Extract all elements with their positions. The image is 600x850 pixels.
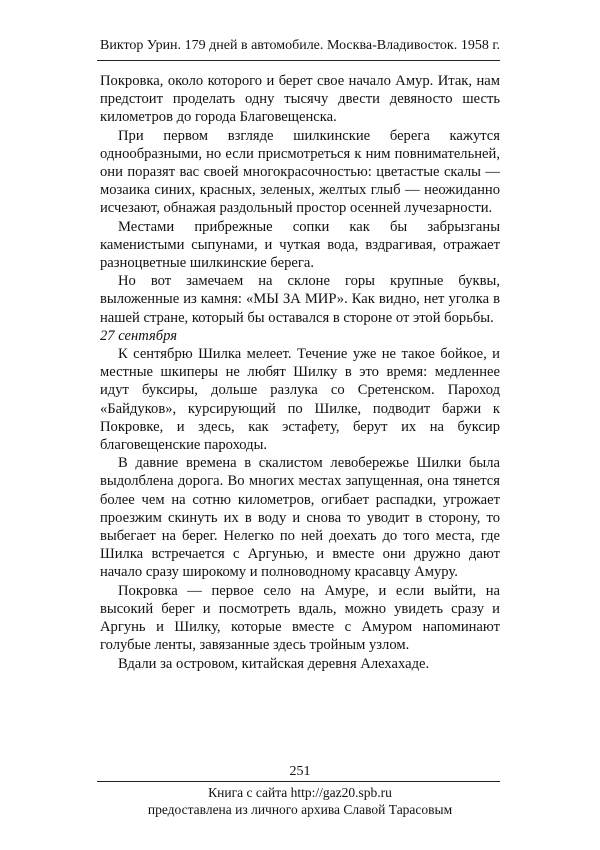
paragraph: Вдали за островом, китайская деревня Алехахаде. bbox=[118, 655, 430, 672]
paragraph: Но вот замечаем на склоне горы крупные буквы, выложенные из камня: «МЫ ЗА МИР». Как видно, нет уголка в нашей стране, который бы оставался в стороне от этой борьбы. bbox=[100, 273, 500, 326]
page-number: 251 bbox=[289, 764, 311, 779]
footer-rule bbox=[97, 781, 500, 782]
paragraph: Местами прибрежные сопки как бы забрызганы каменистыми сыпунами, и чуткая вода, вздрагивая, отражает разноцветные шилкинские берега. bbox=[100, 218, 500, 272]
header-author: Виктор Урин. bbox=[100, 38, 182, 53]
date-heading: 27 сентября bbox=[100, 327, 177, 344]
paragraph: К сентябрю Шилка мелеет. Течение уже не такое бойкое, и местные шкиперы не любят Шилку в это время: медленнее идут буксиры, дольше разлука со Сретенском. Пароход «Байдуков», курсирующий по Шилке, подводит баржи к Покровке, и здесь, как эстафету, берут их на буксир благовещенские пароходы. bbox=[100, 346, 500, 454]
header-route: Москва-Владивосток. bbox=[326, 38, 458, 53]
body-text bbox=[100, 72, 500, 673]
footer-credit-line: предоставлена из личного архива Славой Тарасовым bbox=[147, 802, 453, 817]
footer bbox=[0, 784, 600, 818]
footer-source-line: Книга с сайта http://gaz20.spb.ru bbox=[208, 785, 392, 800]
header-year: 1958 г. bbox=[460, 38, 500, 53]
running-header bbox=[100, 38, 500, 54]
paragraph: Покровка, около которого и берет свое начало Амур. Итак, нам предстоит проделать одну тысячу двести девяносто шесть километров до города Благовещенска. bbox=[100, 73, 500, 126]
paragraph: В давние времена в скалистом левобережье Шилки была выдолблена дорога. Во многих местах запущенная, она тянется более чем на сотню километров, огибает распадки, угрожает проезжим скинуть их в воду и снова то уводит в сторону, то выбегает на берег. Нелегко по ней доехать до того места, где Шилка встречается с Аргунью, и вместе они дружно дают начало сразу широкому и полноводному красавцу Амуру. bbox=[100, 455, 500, 581]
header-title: 179 дней в автомобиле. bbox=[184, 38, 324, 53]
header-rule bbox=[97, 60, 500, 61]
paragraph: Покровка — первое село на Амуре, и если выйти, на высокий берег и посмотреть вдаль, можно увидеть сразу и Аргунь и Шилку, которые вместе с Амуром напоминают голубые ленты, завязанные здесь тройным узлом. bbox=[100, 582, 500, 654]
paragraph: При первом взгляде шилкинские берега кажутся однообразными, но если присмотреться к ним повнимательней, они поразят вас своей многокрасочностью: цветастые скалы — мозаика синих, красных, зеленых, желтых глыб — неожиданно исчезают, обнажая раздольный простор осенней лучезарности. bbox=[100, 127, 500, 217]
